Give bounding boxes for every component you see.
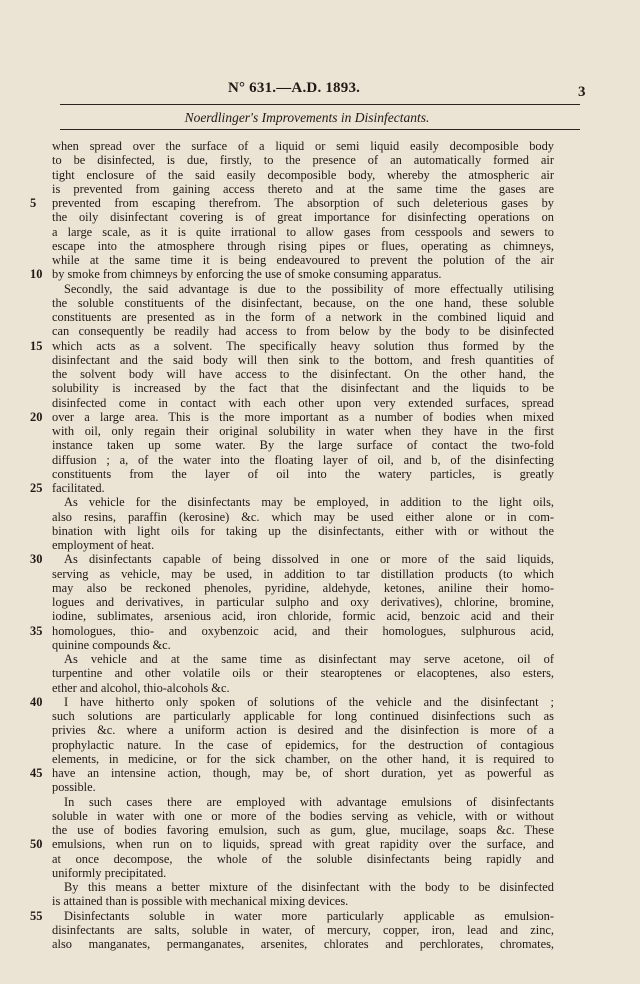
text-line: solubility is increased by the fact that the disinfectant and the liquids to be	[52, 381, 554, 396]
patent-reference: N° 631.—A.D. 1893.	[228, 80, 361, 96]
running-title: Noerdlinger's Improvements in Disinfectants.	[184, 110, 430, 125]
text-line: By this means a better mixture of the disinfectant with the body to be disinfected	[64, 880, 554, 894]
text-line: serving as vehicle, may be used, in addition to tar distillation products (to which	[52, 566, 554, 581]
text-line: disinfectants are salts, soluble in water, of mercury, copper, iron, lead and zinc,	[52, 922, 554, 937]
text-line: Secondly, the said advantage is due to the possibility of more effectually utilising	[64, 281, 554, 296]
margin-line-number: 10	[30, 267, 43, 282]
text-line: emulsions, when run on to liquids, spread with great rapidity over the surface, and	[52, 837, 554, 852]
margin-line-number: 20	[30, 409, 43, 424]
text-line: uniformly precipitated.	[52, 865, 167, 880]
text-line: In such cases there are employed with advantage emulsions of disinfectants	[64, 794, 554, 809]
margin-line-number: 40	[30, 694, 43, 709]
text-line: over a large area. This is the more important as a number of bodies when mixed	[52, 409, 554, 424]
text-line: the oily disinfectant covering is of great importance for disinfecting operations on	[52, 210, 554, 225]
text-line: at once decompose, the whole of the soluble disinfectants being rapidly and	[52, 851, 554, 866]
text-line: privies &c. where a uniform action is desired and the disinfection is more of a	[52, 723, 554, 738]
margin-line-number: 45	[30, 766, 43, 780]
text-line: constituents are presented as in the form of a network in the combined liquid and	[52, 310, 554, 324]
text-line: logues and derivatives, in particular sulpho and oxy derivatives), chlorine, bromine,	[52, 595, 554, 609]
text-line: may also be reckoned phenoles, pyridine, aldehyde, ketones, aniline their homo-	[52, 580, 554, 595]
text-line: which acts as a solvent. The specifically heavy solution thus formed by the	[52, 338, 554, 353]
margin-line-number: 55	[30, 908, 43, 923]
text-line: a large scale, as it is quite irrational to allow gases from cesspools and sewers to	[52, 224, 554, 239]
text-line: disinfectant and the said body will then sink to the bottom, and fresh quantities of	[52, 352, 554, 367]
text-line: the solvent body will have access to the disinfectant. On the other hand, the	[52, 367, 554, 381]
margin-line-number: 15	[30, 338, 43, 353]
text-line: As vehicle and at the same time as disinfectant may serve acetone, oil of	[64, 652, 554, 666]
text-line: by smoke from chimneys by enforcing the use of smoke consuming apparatus.	[52, 267, 442, 282]
text-line: employment of heat.	[52, 538, 155, 552]
text-line: elements, in medicine, or for the sick chamber, on the other hand, it is required to	[52, 751, 554, 766]
text-line: diffusion ; a, of the water into the floating layer of oil, and b, of the disinfecting	[52, 452, 554, 467]
text-line: soluble in water with one or more of the bodies serving as vehicle, with or without	[52, 808, 554, 823]
text-line: escape into the atmosphere through rising pipes or flues, operating as chimneys,	[52, 238, 554, 253]
text-line: is attained than is possible with mechanical mixing devices.	[52, 894, 349, 909]
text-line: As disinfectants capable of being dissolved in one or more of the said liquids,	[64, 552, 554, 567]
header-rule-top	[60, 104, 580, 105]
text-line: possible.	[52, 780, 96, 795]
text-line: can consequently be readily had access to from below by the body to be disinfected	[52, 324, 554, 339]
text-line: turpentine and other volatile oils or their stearoptenes or elacoptenes, also esters,	[52, 666, 554, 681]
margin-line-number: 25	[30, 481, 43, 495]
text-line: to be disinfected, is due, firstly, to the presence of an automatically formed air	[52, 153, 554, 168]
text-line: disinfected come in contact with each other upon very extended surfaces, spread	[52, 395, 554, 410]
text-line: iodine, sublimates, arsenious acid, iron chloride, formic acid, benzoic acid and their	[52, 609, 554, 624]
text-line: bination with light oils for taking up the disinfectants, either with or without the	[52, 523, 554, 538]
text-line: with oil, only regain their original solubility in water when they have in the first	[52, 424, 554, 438]
text-line: the soluble constituents of the disinfectant, because, on the one hand, these soluble	[52, 295, 554, 310]
text-line: ether and alcohol, thio-alcohols &c.	[52, 680, 230, 695]
header-rule-bottom	[60, 129, 580, 130]
margin-line-number: 35	[30, 623, 43, 638]
text-line: instance taken up some water. By the large surface of contact the two-fold	[52, 438, 554, 453]
text-line: prevented from escaping therefrom. The absorption of such deleterious gases by	[52, 196, 554, 210]
text-line: such solutions are particularly applicable for long continued disinfections such as	[52, 709, 554, 723]
text-line: As vehicle for the disinfectants may be employed, in addition to the light oils,	[64, 495, 554, 510]
text-line: Disinfectants soluble in water more particularly applicable as emulsion-	[64, 908, 554, 923]
text-line: also manganates, permanganates, arsenites, chlorates and perchlorates, chromates,	[52, 937, 554, 951]
text-line: homologues, thio- and oxybenzoic acid, and their homologues, sulphurous acid,	[52, 623, 554, 638]
text-line: also resins, paraffin (kerosine) &c. which may be used either alone or in com-	[52, 509, 554, 524]
text-line: the use of bodies favoring emulsion, such as gum, glue, mucilage, soaps &c. These	[52, 823, 554, 837]
text-line: quinine compounds &c.	[52, 637, 171, 652]
text-line: facilitated.	[52, 481, 105, 495]
text-line: have an intensine action, though, may be, of short duration, yet as powerful as	[52, 766, 554, 780]
text-line: prophylactic nature. In the case of epidemics, for the destruction of contagious	[52, 737, 554, 752]
margin-line-number: 50	[30, 837, 43, 852]
margin-line-number: 30	[30, 552, 43, 567]
body-text	[30, 139, 554, 951]
margin-line-number: 5	[30, 196, 37, 210]
text-line: while at the same time it is being endeavoured to prevent the polution of the air	[52, 253, 554, 267]
text-line: I have hitherto only spoken of solutions of the vehicle and the disinfectant ;	[64, 694, 554, 709]
text-line: is prevented from gaining access thereto and at the same time the gases are	[52, 181, 554, 196]
text-line: when spread over the surface of a liquid or semi liquid easily decomposible body	[52, 139, 554, 153]
text-line: constituents from the layer of oil into the watery particles, is greatly	[52, 466, 554, 481]
page-number: 3	[578, 84, 586, 100]
text-line: tight enclosure of the said easily decomposible body, whereby the atmospheric air	[52, 167, 554, 182]
